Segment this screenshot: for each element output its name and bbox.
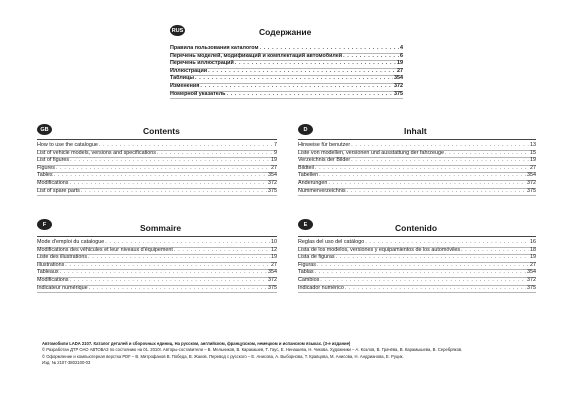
toc-entry-label: Cambios: [298, 277, 320, 283]
toc-leader-dots: [99, 142, 273, 150]
toc-entry-label: Tableaux: [37, 269, 59, 276]
toc-leader-dots: [157, 150, 273, 158]
toc-leader-dots: [343, 53, 399, 61]
toc-entry-page: 372: [268, 277, 277, 283]
toc-entry-page: 19: [271, 254, 277, 261]
toc-entry-label: Liste von modellen, versionen und ausstattung der fahrzeuge: [298, 149, 444, 156]
badge-e: E: [298, 219, 313, 230]
footer-line-edition: Изд. № 2107-3802100-03: [42, 360, 91, 366]
toc-entry-page: 7: [274, 142, 277, 148]
toc-entry-label: How to use the catalogue: [37, 142, 98, 148]
toc-leader-dots: [65, 262, 270, 270]
toc-leader-dots: [88, 254, 270, 262]
toc-entry-label: Изменения: [170, 83, 200, 89]
toc-leader-dots: [461, 247, 529, 255]
toc-leader-dots: [320, 277, 526, 285]
toc-entry-label: Nummerverzeichnis: [298, 187, 346, 194]
toc-entry-label: Tablas: [298, 269, 314, 276]
toc-entry[interactable]: [298, 285, 536, 294]
toc-leader-dots: [347, 188, 526, 196]
badge-d: D: [298, 124, 313, 135]
toc-entry-page: 27: [397, 67, 403, 74]
toc-entry-label: Tabellen: [298, 172, 319, 179]
toc-leader-dots: [351, 157, 529, 165]
toc-entry-page: 19: [530, 254, 536, 261]
toc-leader-dots: [81, 188, 267, 196]
toc-entry-label: Modifications des véhicules et leur niveaux d'équipement: [37, 246, 173, 253]
toc-entry-page: 375: [527, 187, 536, 194]
toc-entry-page: 10: [271, 239, 277, 245]
badge-f: F: [37, 219, 52, 230]
badge-rus: RUS: [170, 25, 185, 36]
toc-entry-label: List of figures: [37, 157, 70, 164]
badge-gb: GB: [37, 124, 52, 135]
section-rule-f: [37, 236, 277, 237]
toc-entry-page: 375: [268, 187, 277, 194]
toc-entry-label: Liste des illustrations: [37, 254, 88, 261]
toc-leader-dots: [445, 150, 529, 158]
section-title-f: Sommaire: [140, 223, 182, 233]
section-rule-d: [298, 139, 536, 140]
section-rule-e: [298, 236, 536, 237]
toc-entry-label: Правила пользования каталогом: [170, 45, 259, 51]
toc-entry-label: Mode d'emploi du catalogue: [37, 239, 105, 245]
toc-leader-dots: [60, 269, 267, 277]
toc-leader-dots: [174, 247, 270, 255]
toc-entry-label: Indicateur numérique: [37, 284, 88, 291]
toc-entry[interactable]: [298, 188, 536, 197]
toc-leader-dots: [105, 239, 270, 247]
toc-entry-page: 27: [530, 164, 536, 171]
toc-entry-page: 27: [530, 261, 536, 268]
section-gb: [37, 124, 277, 204]
toc-entry-label: Lista de los modelos, versiones y equipamientos de los automóviles: [298, 246, 461, 253]
toc-entry-page: 354: [268, 172, 277, 179]
toc-entry-label: Verzeichnis der Bilder: [298, 157, 351, 164]
toc-leader-dots: [336, 254, 529, 262]
toc-leader-dots: [56, 165, 270, 173]
toc-entry-label: Modifications: [37, 277, 69, 283]
toc-entry-label: List of vehicle models, versions and specifications: [37, 149, 156, 156]
toc-leader-dots: [200, 83, 393, 91]
toc-leader-dots: [315, 165, 529, 173]
section-f: [37, 219, 277, 299]
toc-leader-dots: [195, 75, 393, 83]
toc-entry-page: 372: [268, 180, 277, 186]
toc-leader-dots: [89, 285, 267, 293]
toc-entry-page: 6: [400, 52, 403, 59]
toc-leader-dots: [69, 180, 267, 188]
footer-line-design: © Оформление и компьютерная верстка PDF – В. Митрофанов В. Победа, В. Жаков. Перевод с русского – Е. Анисова, А. Выборнова, Т. Кравцова, М. Анисова, Н. Андрианова, Е. Руцик.: [42, 353, 404, 359]
toc-entry-page: 15: [530, 149, 536, 156]
toc-entry-page: 16: [530, 239, 536, 245]
toc-entry-label: Таблицы: [170, 75, 195, 82]
toc-entry-page: 372: [527, 180, 536, 186]
toc-entry-page: 375: [527, 284, 536, 291]
toc-entry-page: 27: [271, 261, 277, 268]
toc-entry-label: Reglas del uso del catálogo: [298, 239, 365, 245]
footer-line-authors: © Разработан ДТР ОАО АВТОВАЗ по состоянию на 01. 2010г. Авторы-составители – В. Мельников, В. Каракашев, Т. Гаус, Е. Ненашева, Н. Чикова. Художники – А. Козлов, В. Грачёва, В. Карамышева, В. Серебряков.: [42, 347, 463, 353]
toc-entry-label: Bildteil: [298, 164, 314, 171]
toc-entry-label: Иллюстрации: [170, 67, 208, 74]
toc-entry-page: 375: [268, 284, 277, 291]
toc-entry-label: Illustrations: [37, 261, 65, 268]
toc-entry-label: Номерной указатель: [170, 90, 226, 97]
toc-entry-page: 354: [394, 75, 403, 82]
toc-entry-page: 375: [394, 90, 403, 97]
toc-leader-dots: [235, 60, 396, 68]
toc-entry[interactable]: [37, 285, 277, 294]
toc-entry-label: Modifications: [37, 180, 69, 186]
footer-line-title: Автомобили LADA 2107. Каталог деталей и сборочных единиц. На русском, английском, французском, немецком и испанском языках. (3-е издание): [42, 341, 351, 346]
section-rule-gb: [37, 139, 277, 140]
toc-entry-label: Перечень моделей, модификаций и комплектаций автомобилей: [170, 52, 343, 59]
toc-entry-page: 4: [400, 45, 403, 51]
footer-imprint: [42, 341, 472, 367]
toc-entry-page: 19: [271, 157, 277, 164]
section-title-d: Inhalt: [404, 126, 427, 136]
section-rus: [170, 25, 403, 105]
toc-entry-page: 27: [271, 164, 277, 171]
section-title-e: Contenido: [395, 223, 438, 233]
toc-entry-page: 12: [271, 246, 277, 253]
toc-entry-label: Tables: [37, 172, 53, 179]
toc-entry-label: Figures: [37, 164, 55, 171]
toc-entry-page: 18: [530, 246, 536, 253]
toc-leader-dots: [345, 285, 526, 293]
toc-entry[interactable]: [37, 188, 277, 197]
toc-entry-label: Änderungen: [298, 180, 328, 186]
toc-leader-dots: [54, 172, 267, 180]
toc-entry-label: Indicador numérico: [298, 284, 344, 291]
toc-leader-dots: [227, 91, 394, 99]
toc-entry[interactable]: [170, 91, 403, 100]
section-title-rus: Содержание: [259, 27, 312, 37]
toc-entry-page: 354: [527, 172, 536, 179]
toc-entry-page: 354: [527, 269, 536, 276]
toc-entry-page: 354: [268, 269, 277, 276]
toc-entry-page: 9: [274, 149, 277, 156]
toc-entry-label: Перечень иллюстраций: [170, 60, 234, 67]
toc-entry-label: Figuras: [298, 261, 316, 268]
toc-entry-page: 13: [530, 142, 536, 148]
toc-leader-dots: [319, 172, 526, 180]
toc-entry-label: Hinweise für benutzer: [298, 142, 351, 148]
toc-leader-dots: [208, 68, 396, 76]
toc-entry-page: 19: [397, 60, 403, 67]
toc-leader-dots: [365, 239, 529, 247]
section-title-gb: Contents: [143, 126, 180, 136]
toc-leader-dots: [69, 277, 267, 285]
section-e: [298, 219, 536, 299]
section-d: [298, 124, 536, 204]
toc-leader-dots: [70, 157, 270, 165]
toc-leader-dots: [328, 180, 526, 188]
toc-leader-dots: [315, 269, 526, 277]
toc-leader-dots: [317, 262, 529, 270]
toc-entry-page: 372: [394, 83, 403, 89]
toc-entry-label: Lista de figuras: [298, 254, 335, 261]
toc-entry-label: List of spare parts: [37, 187, 80, 194]
toc-entry-page: 372: [527, 277, 536, 283]
toc-leader-dots: [260, 45, 399, 53]
toc-leader-dots: [351, 142, 529, 150]
toc-entry-page: 19: [530, 157, 536, 164]
